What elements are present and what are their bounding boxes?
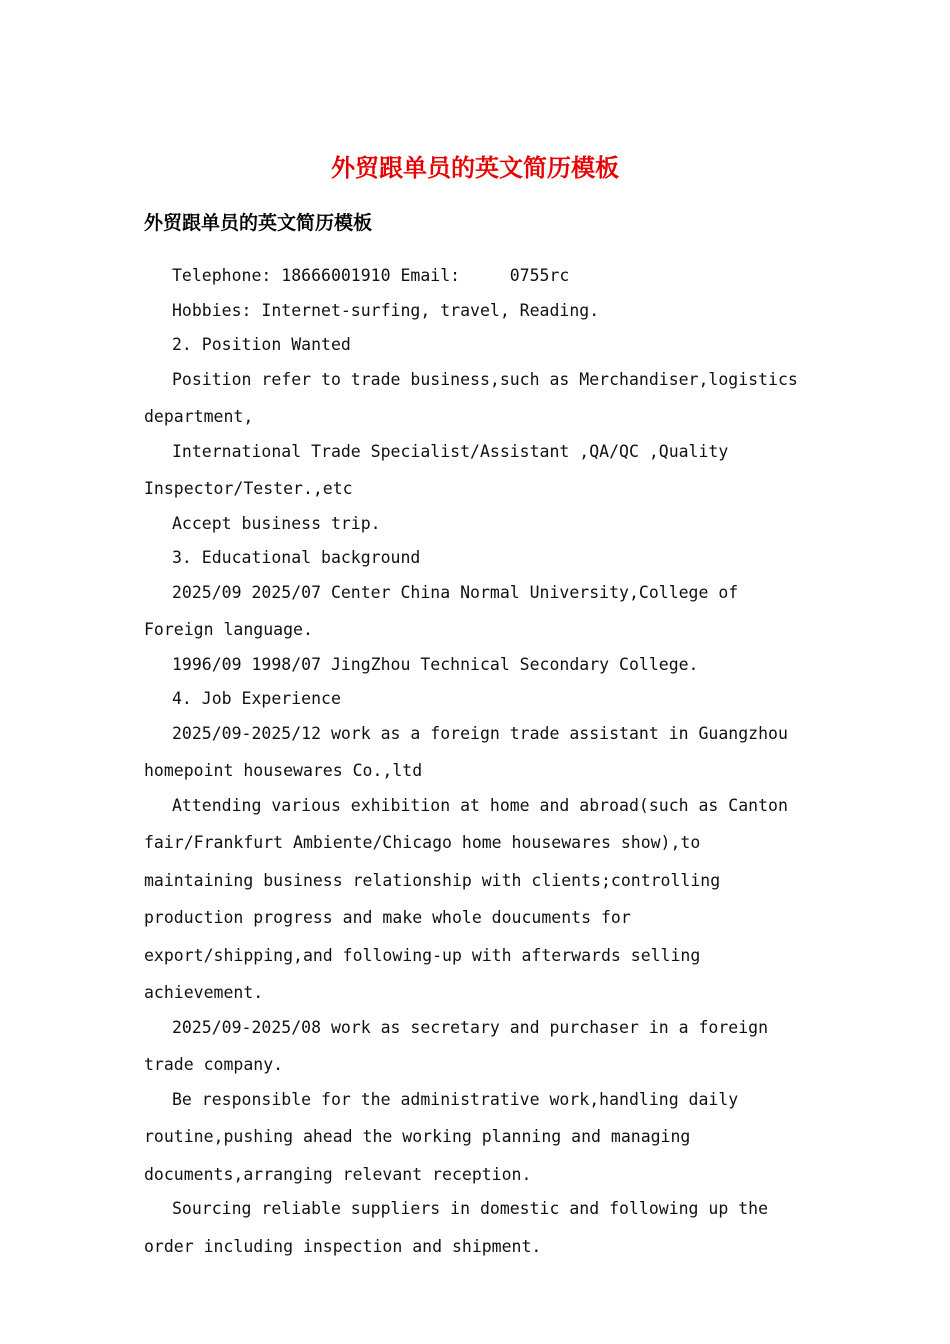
education-entry: 1996/09 1998/07 JingZhou Technical Secondary College. — [172, 654, 699, 674]
experience-description: Be responsible for the administrative work,handling daily routine,pushing ahead the working planning and managing documents,arranging relevant reception. — [144, 1089, 749, 1184]
position-titles: International Trade Specialist/Assistant ,QA/QC ,Quality Inspector/Tester.,etc — [144, 441, 739, 498]
experience-description: Sourcing reliable suppliers in domestic and following up the order including inspection and shipment. — [144, 1199, 778, 1256]
document-title: 外贸跟单员的英文简历模板 — [331, 153, 619, 182]
experience-description: Attending various exhibition at home and abroad(such as Canton fair/Frankfurt Ambiente/Chicago home housewares show),to maintaining business relationship with clients;controlling production progress and make whole doucuments for export/shipping,and following-up with afterwards selling achievement. — [144, 795, 798, 1002]
section-heading-position: 2. Position Wanted — [172, 335, 351, 354]
hobbies-line: Hobbies: Internet-surfing, travel, Reading. — [172, 300, 600, 320]
experience-entry: 2025/09-2025/08 work as secretary and purchaser in a foreign trade company. — [144, 1017, 778, 1074]
experience-entry: 2025/09-2025/12 work as a foreign trade assistant in Guangzhou homepoint housewares Co.,ltd — [144, 723, 798, 780]
section-heading-education: 3. Educational background — [172, 548, 421, 567]
document-subtitle: 外贸跟单员的英文简历模板 — [144, 212, 373, 234]
position-description: Position refer to trade business,such as Merchandiser,logistics department, — [144, 369, 808, 426]
resume-body — [144, 257, 816, 1262]
contact-line: Telephone: 18666001910 Email: 0755rc — [172, 266, 570, 285]
business-trip-line: Accept business trip. — [172, 513, 381, 533]
education-entry: 2025/09 2025/07 Center China Normal University,College of Foreign language. — [144, 582, 749, 639]
section-heading-experience: 4. Job Experience — [172, 689, 341, 708]
